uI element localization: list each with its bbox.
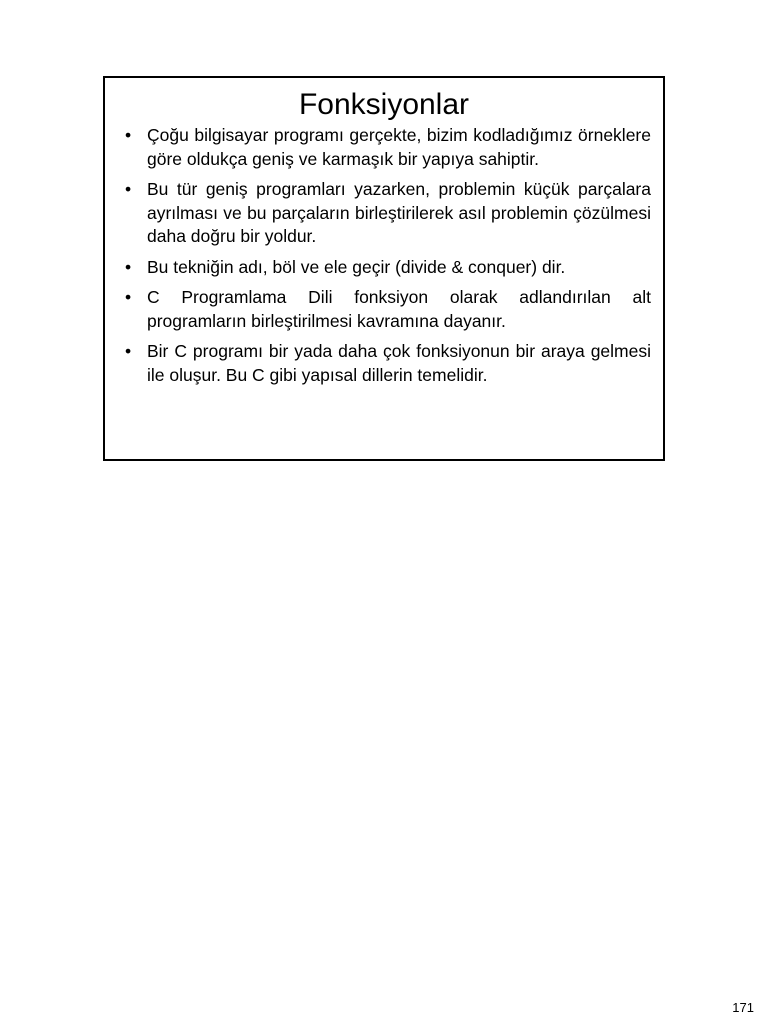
bullet-dot-icon: • bbox=[125, 341, 132, 361]
bullet-text: Bu tekniğin adı, böl ve ele geçir (divide & conquer) dir. bbox=[147, 256, 566, 277]
bullet-list bbox=[123, 124, 651, 394]
bullet-text: Bu tür geniş programları yazarken, problemin küçük parçalara ayrılması ve bu parçaların birleştirilerek asıl problemin çözülmesi daha doğru bir yoldur. bbox=[147, 179, 651, 246]
bullet-item bbox=[123, 256, 651, 280]
slide-frame bbox=[103, 76, 665, 461]
bullet-item bbox=[123, 178, 651, 249]
slide-title: Fonksiyonlar bbox=[298, 88, 470, 121]
bullet-text: Bir C programı bir yada daha çok fonksiyonun bir araya gelmesi ile oluşur. Bu C gibi yapısal dillerin temelidir. bbox=[147, 341, 651, 385]
bullet-dot-icon: • bbox=[125, 125, 132, 145]
bullet-item bbox=[123, 340, 651, 387]
bullet-item bbox=[123, 124, 651, 171]
bullet-item bbox=[123, 286, 651, 333]
page-number: 171 bbox=[732, 1000, 754, 1015]
bullet-dot-icon: • bbox=[125, 179, 132, 199]
bullet-text: Çoğu bilgisayar programı gerçekte, bizim kodladığımız örneklere göre oldukça geniş ve karmaşık bir yapıya sahiptir. bbox=[147, 125, 651, 169]
bullet-text: C Programlama Dili fonksiyon olarak adlandırılan alt programların birleştirilmesi kavramına dayanır. bbox=[147, 287, 651, 331]
bullet-dot-icon: • bbox=[125, 287, 132, 307]
bullet-dot-icon: • bbox=[125, 256, 132, 277]
